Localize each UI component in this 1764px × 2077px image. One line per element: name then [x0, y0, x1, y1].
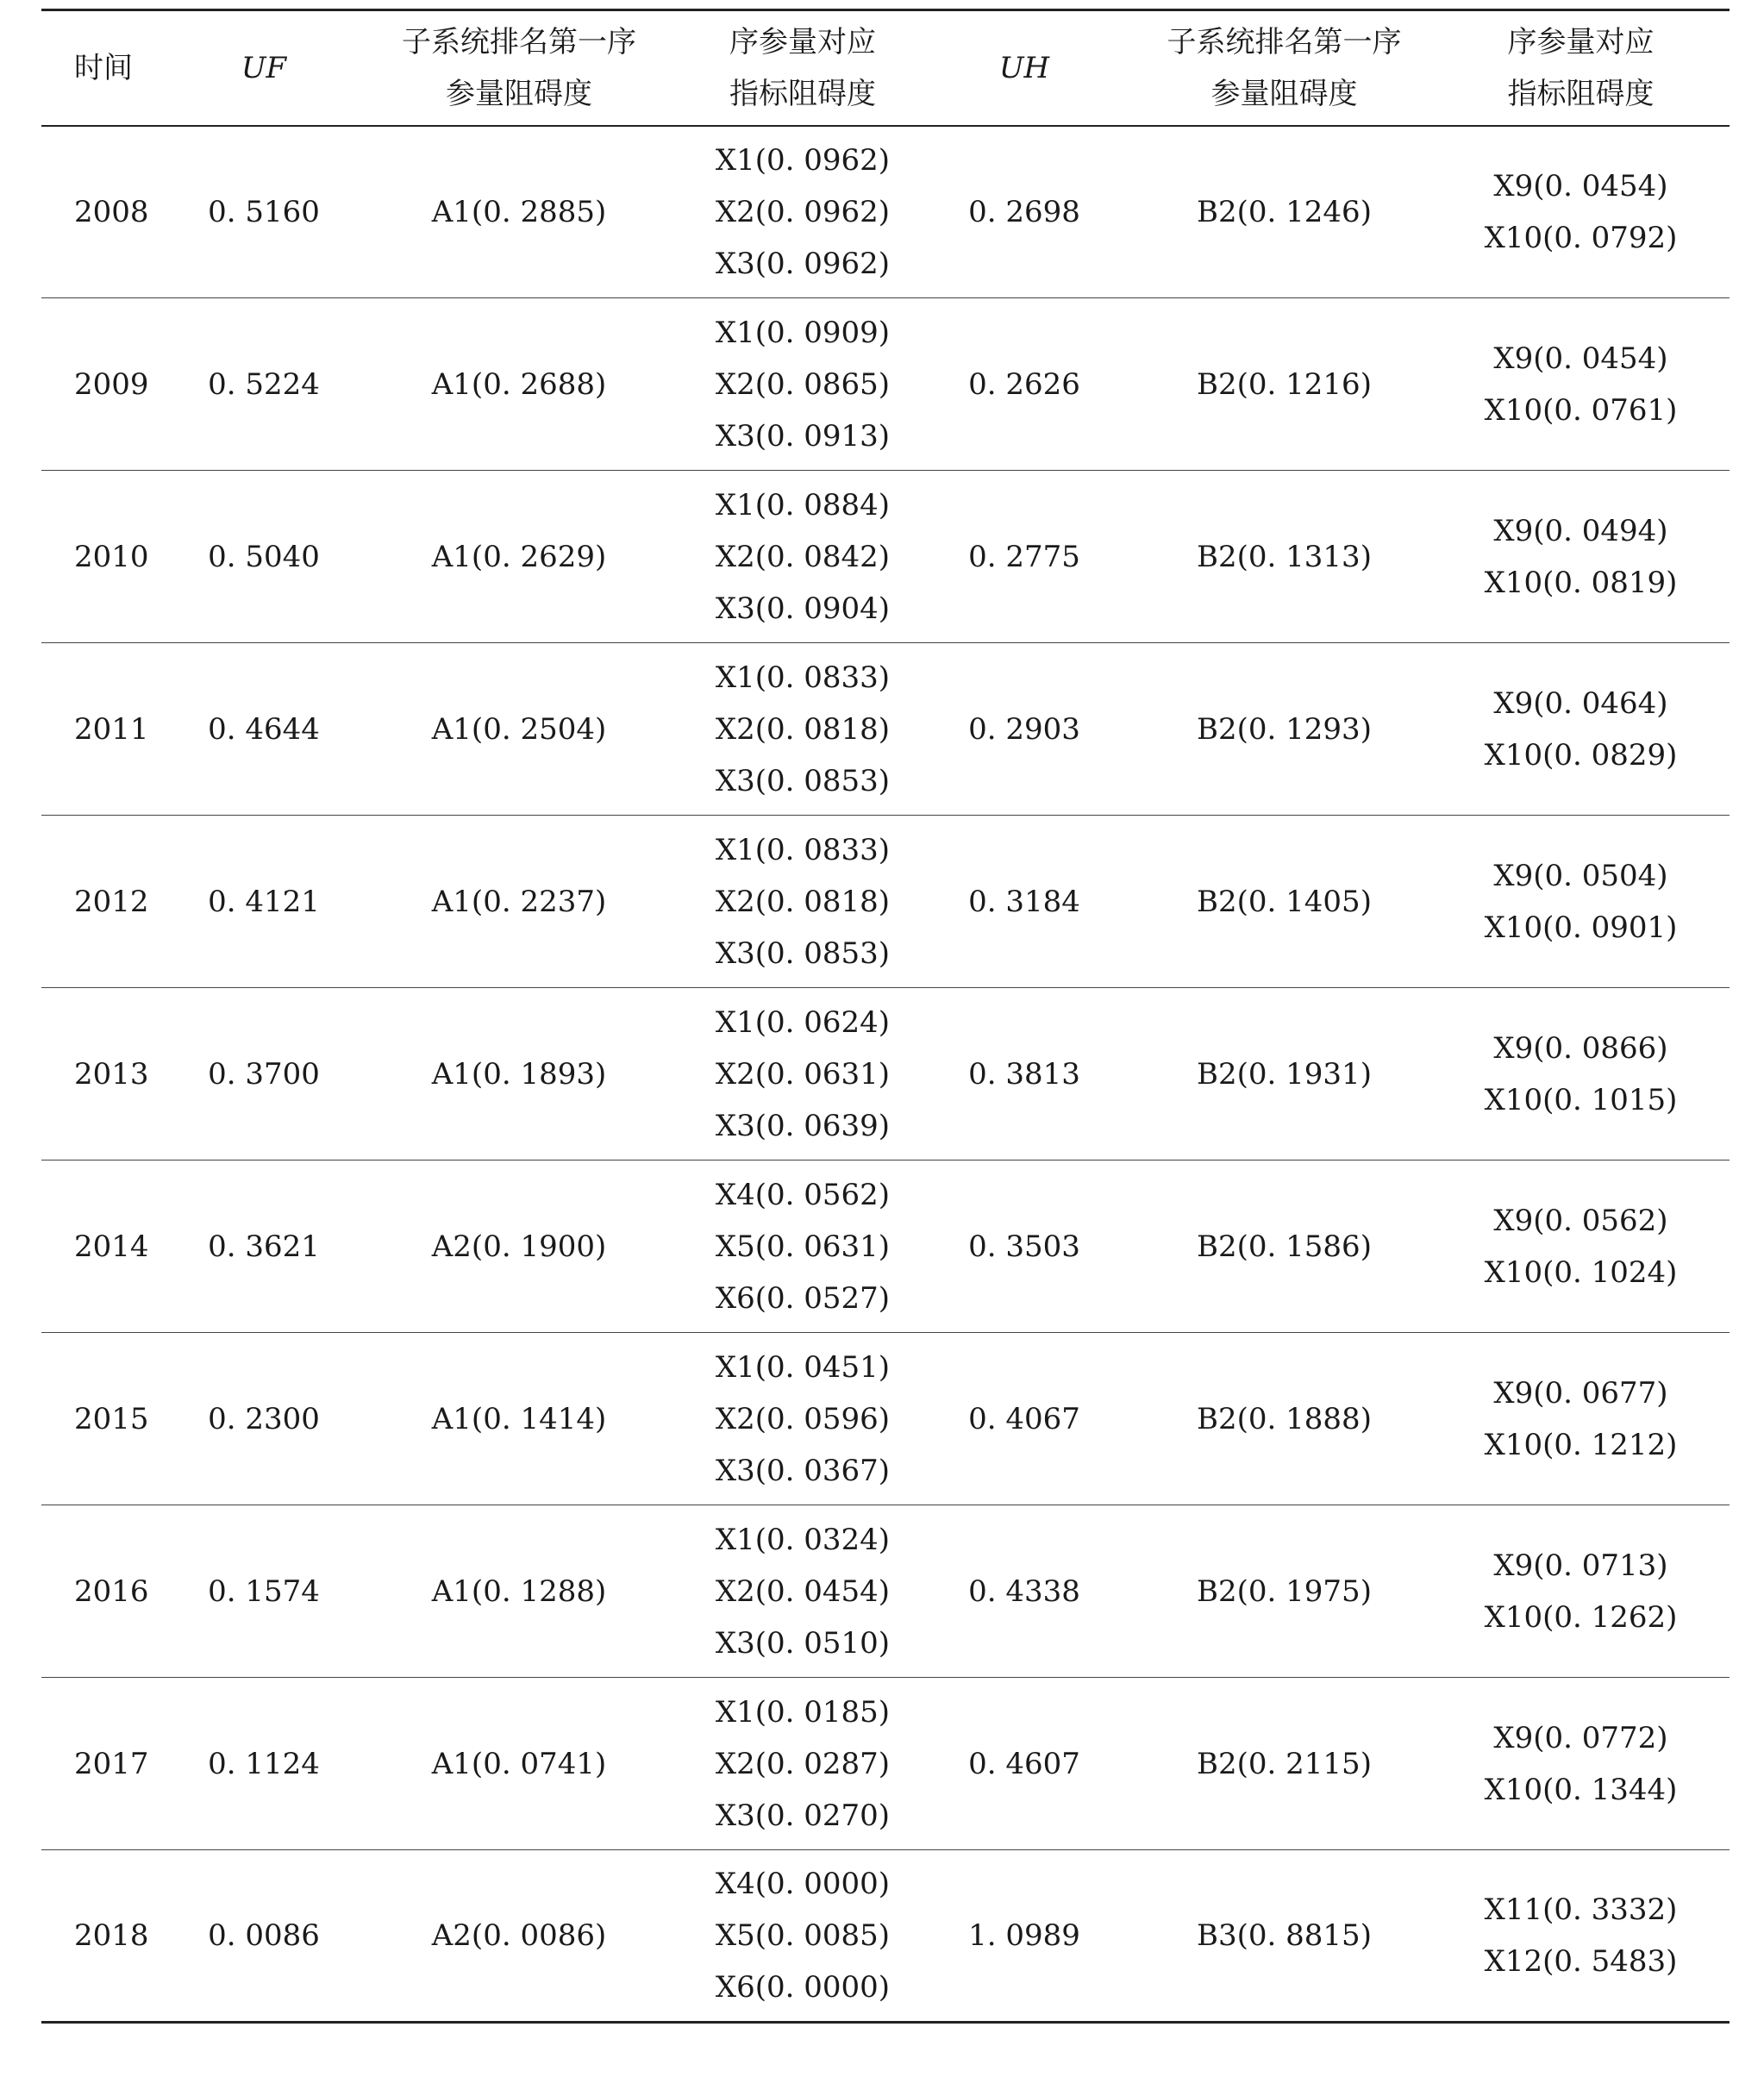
- index-h-item: X9(0. 0454): [1493, 341, 1668, 376]
- cell-subsystem-h: B2(0. 1313): [1136, 471, 1432, 643]
- cell-subsystem-f: A1(0. 2885): [345, 126, 693, 298]
- index-h-item: X10(0. 0829): [1484, 737, 1678, 773]
- index-f-item: X1(0. 0324): [715, 1522, 891, 1557]
- index-f-item: X2(0. 0865): [715, 366, 891, 402]
- cell-index-f: [693, 816, 912, 988]
- table-row: [41, 471, 1730, 643]
- index-f-item: X1(0. 0624): [715, 1004, 891, 1040]
- cell-year: 2012: [41, 816, 183, 988]
- header-index-obstacle-h-line1: 序参量对应: [1507, 24, 1655, 59]
- index-f-item: X1(0. 0962): [715, 142, 891, 178]
- cell-year: 2008: [41, 126, 183, 298]
- index-h-item: X9(0. 0562): [1493, 1203, 1668, 1238]
- cell-year: 2013: [41, 988, 183, 1160]
- cell-index-f: [693, 1678, 912, 1850]
- header-index-obstacle-f-line2: 指标阻碍度: [729, 76, 876, 111]
- index-f-item: X1(0. 0833): [715, 660, 891, 695]
- cell-year: 2018: [41, 1850, 183, 2023]
- cell-uh: 0. 4338: [912, 1505, 1136, 1678]
- index-f-item: X3(0. 0853): [715, 763, 891, 798]
- table-row: [41, 1850, 1730, 2023]
- cell-subsystem-h: B2(0. 1931): [1136, 988, 1432, 1160]
- table-row: [41, 988, 1730, 1160]
- cell-index-h: [1432, 643, 1730, 816]
- cell-uh: 0. 3184: [912, 816, 1136, 988]
- table-row: [41, 298, 1730, 471]
- index-f-item: X2(0. 0962): [715, 194, 891, 229]
- index-f-item: X2(0. 0596): [715, 1401, 891, 1436]
- cell-uf: 0. 5040: [183, 471, 345, 643]
- index-h-item: X10(0. 0761): [1484, 392, 1678, 428]
- cell-index-h: [1432, 1678, 1730, 1850]
- index-f-item: X3(0. 0962): [715, 246, 891, 281]
- index-h-item: X12(0. 5483): [1484, 1944, 1678, 1979]
- cell-year: 2014: [41, 1160, 183, 1333]
- index-f-item: X6(0. 0527): [715, 1280, 891, 1316]
- cell-uf: 0. 5224: [183, 298, 345, 471]
- header-time: 时间: [41, 10, 183, 126]
- header-uh: UH: [912, 10, 1136, 126]
- cell-year: 2016: [41, 1505, 183, 1678]
- index-h-item: X9(0. 0454): [1493, 168, 1668, 203]
- cell-subsystem-h: B2(0. 1975): [1136, 1505, 1432, 1678]
- cell-index-f: [693, 643, 912, 816]
- cell-subsystem-h: B2(0. 1293): [1136, 643, 1432, 816]
- cell-index-h: [1432, 816, 1730, 988]
- cell-subsystem-f: A1(0. 1414): [345, 1333, 693, 1505]
- cell-uh: 0. 4067: [912, 1333, 1136, 1505]
- cell-index-h: [1432, 1333, 1730, 1505]
- header-subsystem-obstacle-h: [1136, 10, 1432, 126]
- header-subsystem-obstacle-f-line2: 参量阻碍度: [446, 76, 592, 111]
- cell-year: 2010: [41, 471, 183, 643]
- index-f-item: X1(0. 0185): [715, 1694, 891, 1730]
- cell-year: 2015: [41, 1333, 183, 1505]
- cell-index-h: [1432, 471, 1730, 643]
- table-row: [41, 126, 1730, 298]
- cell-index-f: [693, 471, 912, 643]
- index-f-item: X5(0. 0085): [715, 1918, 891, 1953]
- header-uf: UF: [183, 10, 345, 126]
- cell-index-f: [693, 1505, 912, 1678]
- cell-uf: 0. 3700: [183, 988, 345, 1160]
- index-f-item: X1(0. 0884): [715, 487, 891, 522]
- index-h-item: X10(0. 1344): [1484, 1772, 1678, 1807]
- table-row: [41, 1160, 1730, 1333]
- cell-index-h: [1432, 1850, 1730, 2023]
- cell-subsystem-h: B2(0. 2115): [1136, 1678, 1432, 1850]
- table-row: [41, 643, 1730, 816]
- table-row: [41, 1678, 1730, 1850]
- index-f-item: X2(0. 0287): [715, 1746, 891, 1781]
- obstacle-degree-table: [41, 9, 1730, 2024]
- cell-index-h: [1432, 298, 1730, 471]
- index-h-item: X10(0. 0819): [1484, 565, 1678, 600]
- cell-uf: 0. 1124: [183, 1678, 345, 1850]
- index-h-item: X9(0. 0677): [1493, 1375, 1668, 1411]
- index-f-item: X1(0. 0909): [715, 315, 891, 350]
- index-f-item: X2(0. 0631): [715, 1056, 891, 1092]
- cell-uf: 0. 1574: [183, 1505, 345, 1678]
- cell-uh: 0. 2698: [912, 126, 1136, 298]
- cell-uh: 1. 0989: [912, 1850, 1136, 2023]
- cell-index-f: [693, 1160, 912, 1333]
- index-f-item: X3(0. 0510): [715, 1625, 891, 1661]
- cell-index-f: [693, 126, 912, 298]
- table-header: [41, 10, 1730, 126]
- cell-uh: 0. 3503: [912, 1160, 1136, 1333]
- index-f-item: X3(0. 0639): [715, 1108, 891, 1143]
- index-h-item: X10(0. 1015): [1484, 1082, 1678, 1117]
- index-f-item: X3(0. 0367): [715, 1453, 891, 1488]
- index-f-item: X3(0. 0270): [715, 1798, 891, 1833]
- index-f-item: X2(0. 0842): [715, 539, 891, 574]
- index-f-item: X4(0. 0000): [715, 1867, 891, 1901]
- cell-subsystem-f: A1(0. 1288): [345, 1505, 693, 1678]
- index-f-item: X3(0. 0904): [715, 591, 891, 626]
- cell-index-h: [1432, 1505, 1730, 1678]
- cell-uh: 0. 2775: [912, 471, 1136, 643]
- header-row: [41, 10, 1730, 126]
- header-subsystem-obstacle-f: [345, 10, 693, 126]
- cell-index-h: [1432, 988, 1730, 1160]
- index-h-item: X10(0. 1262): [1484, 1599, 1678, 1635]
- index-f-item: X6(0. 0000): [715, 1970, 891, 2005]
- cell-uf: 0. 0086: [183, 1850, 345, 2023]
- cell-index-f: [693, 1333, 912, 1505]
- header-index-obstacle-h-line2: 指标阻碍度: [1507, 76, 1655, 111]
- cell-subsystem-h: B2(0. 1586): [1136, 1160, 1432, 1333]
- index-h-item: X9(0. 0713): [1493, 1548, 1668, 1583]
- cell-uf: 0. 3621: [183, 1160, 345, 1333]
- table-row: [41, 1333, 1730, 1505]
- header-index-obstacle-f-line1: 序参量对应: [729, 24, 876, 59]
- index-h-item: X9(0. 0464): [1493, 685, 1668, 721]
- cell-index-f: [693, 298, 912, 471]
- cell-uf: 0. 2300: [183, 1333, 345, 1505]
- index-h-item: X10(0. 0792): [1484, 220, 1678, 255]
- obstacle-degree-table-container: [41, 9, 1730, 2024]
- cell-uf: 0. 4121: [183, 816, 345, 988]
- index-f-item: X2(0. 0818): [715, 884, 891, 919]
- index-h-item: X9(0. 0504): [1493, 858, 1668, 893]
- header-subsystem-obstacle-f-line1: 子系统排名第一序: [402, 24, 636, 59]
- cell-subsystem-h: B3(0. 8815): [1136, 1850, 1432, 2023]
- cell-uh: 0. 3813: [912, 988, 1136, 1160]
- cell-uf: 0. 4644: [183, 643, 345, 816]
- cell-uh: 0. 2903: [912, 643, 1136, 816]
- index-h-item: X9(0. 0494): [1493, 513, 1668, 548]
- header-index-obstacle-f: [693, 10, 912, 126]
- cell-index-h: [1432, 126, 1730, 298]
- index-f-item: X2(0. 0454): [715, 1573, 891, 1609]
- cell-uf: 0. 5160: [183, 126, 345, 298]
- cell-subsystem-f: A2(0. 0086): [345, 1850, 693, 2023]
- header-subsystem-obstacle-h-line2: 参量阻碍度: [1210, 76, 1358, 111]
- cell-subsystem-f: A1(0. 0741): [345, 1678, 693, 1850]
- index-f-item: X3(0. 0853): [715, 935, 891, 971]
- index-h-item: X10(0. 1212): [1484, 1427, 1678, 1462]
- index-h-item: X10(0. 1024): [1484, 1254, 1678, 1290]
- cell-subsystem-f: A1(0. 2504): [345, 643, 693, 816]
- index-h-item: X11(0. 3332): [1484, 1892, 1678, 1927]
- index-f-item: X1(0. 0833): [715, 832, 891, 867]
- cell-uh: 0. 2626: [912, 298, 1136, 471]
- cell-subsystem-h: B2(0. 1216): [1136, 298, 1432, 471]
- cell-uh: 0. 4607: [912, 1678, 1136, 1850]
- cell-year: 2011: [41, 643, 183, 816]
- index-f-item: X4(0. 0562): [715, 1177, 891, 1212]
- cell-subsystem-h: B2(0. 1888): [1136, 1333, 1432, 1505]
- header-index-obstacle-h: [1432, 10, 1730, 126]
- index-f-item: X1(0. 0451): [715, 1349, 891, 1385]
- cell-year: 2009: [41, 298, 183, 471]
- cell-year: 2017: [41, 1678, 183, 1850]
- index-h-item: X9(0. 0772): [1493, 1720, 1668, 1755]
- index-f-item: X2(0. 0818): [715, 711, 891, 747]
- cell-subsystem-f: A1(0. 1893): [345, 988, 693, 1160]
- cell-subsystem-f: A1(0. 2629): [345, 471, 693, 643]
- cell-subsystem-f: A1(0. 2688): [345, 298, 693, 471]
- cell-index-f: [693, 988, 912, 1160]
- index-f-item: X5(0. 0631): [715, 1229, 891, 1264]
- index-h-item: X9(0. 0866): [1493, 1030, 1668, 1066]
- cell-subsystem-h: B2(0. 1405): [1136, 816, 1432, 988]
- cell-subsystem-f: A2(0. 1900): [345, 1160, 693, 1333]
- cell-index-f: [693, 1850, 912, 2023]
- cell-subsystem-h: B2(0. 1246): [1136, 126, 1432, 298]
- cell-subsystem-f: A1(0. 2237): [345, 816, 693, 988]
- index-h-item: X10(0. 0901): [1484, 910, 1678, 945]
- table-body: [41, 126, 1730, 2023]
- table-row: [41, 816, 1730, 988]
- header-subsystem-obstacle-h-line1: 子系统排名第一序: [1167, 24, 1402, 59]
- table-row: [41, 1505, 1730, 1678]
- cell-index-h: [1432, 1160, 1730, 1333]
- index-f-item: X3(0. 0913): [715, 418, 891, 454]
